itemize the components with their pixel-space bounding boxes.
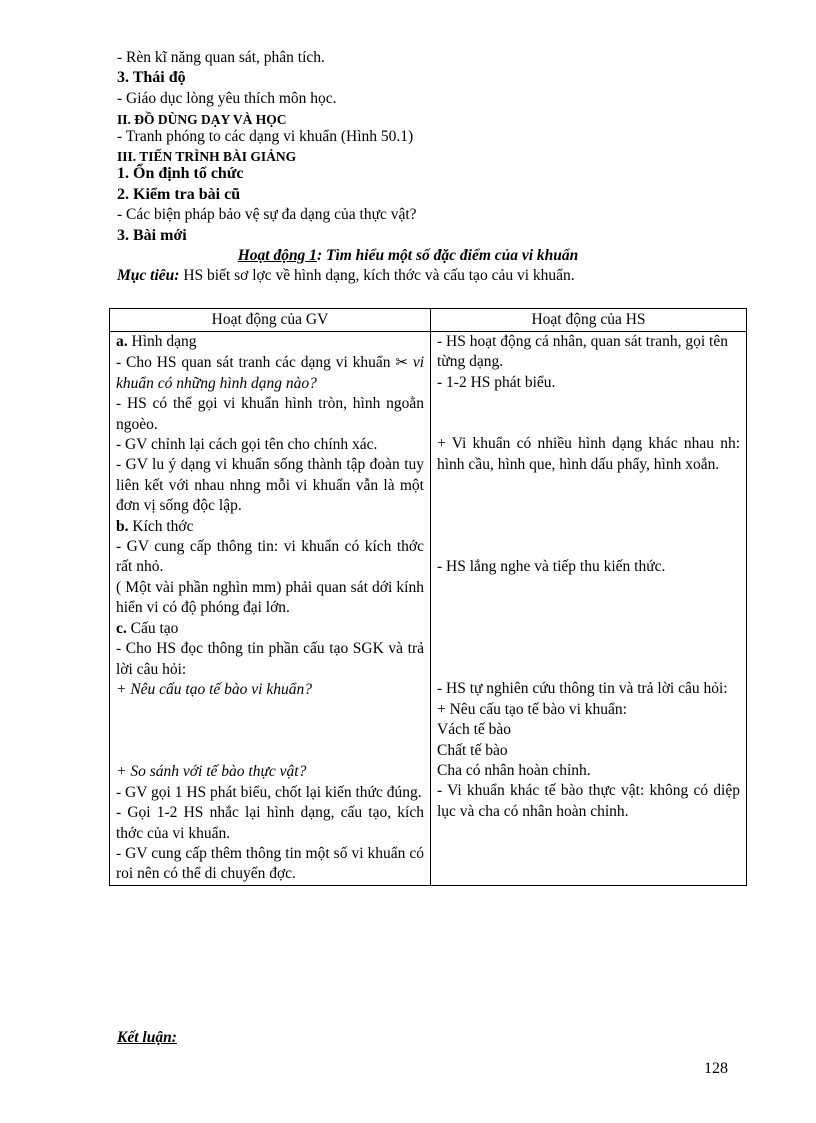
- gv-a-p2: - HS có thể gọi vi khuẩn hình tròn, hình ngoằn ngoèo.: [116, 395, 424, 433]
- header-gv: Hoạt động của GV: [110, 309, 431, 332]
- attitude-text: - Giáo dục lòng yêu thích môn học.: [117, 90, 337, 107]
- gv-a-title: Hình dạng: [127, 333, 197, 350]
- header-hs: Hoạt động của HS: [431, 309, 747, 332]
- objective-label: Mục tiêu:: [117, 267, 180, 284]
- gv-b-title: Kích thớc: [128, 517, 194, 535]
- hs-c-p3: Vách tế bào: [437, 721, 512, 739]
- objective-text: HS biết sơ lợc về hình dạng, kích thớc và cấu tạo cảu vi khuẩn.: [179, 267, 575, 284]
- gv-a-heading: [116, 332, 424, 352]
- gv-b-p2: ( Một vài phần nghìn mm) phải quan sát dới kính hiển vi có độ phóng đại lớn.: [116, 578, 424, 617]
- hs-c-p1: - HS tự nghiên cứu thông tin và trả lời câu hỏi:: [437, 680, 728, 698]
- hs-spacer-1: [437, 393, 740, 434]
- gv-spacer: [116, 700, 424, 762]
- gv-a-p3: - GV chỉnh lại cách gọi tên cho chính xác.: [116, 436, 378, 454]
- gv-c-label: c.: [116, 619, 127, 637]
- activity-title: [0, 247, 816, 265]
- hs-c-p5: Cha có nhân hoàn chỉnh.: [437, 762, 591, 780]
- gv-c-p3: - Gọi 1-2 HS nhắc lại hình dạng, cấu tạo, kích thớc của vi khuẩn.: [116, 804, 424, 842]
- objective-line: [117, 267, 575, 285]
- hs-spacer-3: [437, 577, 740, 679]
- skill-line: - Rèn kĩ năng quan sát, phân tích.: [117, 49, 325, 66]
- hs-a-p1: - HS hoạt động cá nhân, quan sát tranh, gọi tên từng dạng.: [437, 333, 728, 371]
- gv-a-p1-question: vi khuẩn có những hình dạng nào?: [116, 354, 425, 392]
- gv-column: [110, 332, 431, 886]
- gv-c-p4: - GV cung cấp thêm thông tin một số vi khuẩn có roi nên có thể di chuyển đợc.: [116, 844, 424, 883]
- hs-b-p1: - HS lắng nghe và tiếp thu kiến thức.: [437, 558, 666, 576]
- activity-label: Hoạt động 1: [237, 247, 317, 264]
- gv-c-title: Cấu tạo: [126, 619, 179, 637]
- gv-a-p4: - GV lu ý dạng vi khuẩn sống thành tập đoàn tuy liên kết với nhau nhng mỗi vi khuẩn vẫn là một đơn vị sống độc lập.: [116, 456, 424, 515]
- activity-table: [109, 308, 747, 886]
- gv-a-p1-pre: - Cho HS quan sát tranh các dạng vi khuẩn: [116, 354, 396, 372]
- conclusion-label: Kết luận:: [117, 1029, 177, 1046]
- hs-c-p6: - Vi khuẩn khác tế bào thực vật: không có diệp lục và cha có nhân hoàn chỉnh.: [437, 782, 740, 820]
- gv-c-p1: - Cho HS đọc thông tin phần cấu tạo SGK và trả lời câu hỏi:: [116, 640, 424, 678]
- gv-c-heading: [116, 619, 424, 639]
- process-heading: III. TIẾN TRÌNH BÀI GIẢNG: [117, 149, 297, 164]
- gv-b-heading: [116, 517, 424, 537]
- page-number: 128: [704, 1060, 728, 1077]
- gv-a-label: a.: [116, 333, 128, 350]
- check-text: - Các biện pháp bảo vệ sự đa dạng của thực vật?: [117, 206, 417, 223]
- equipment-text: - Tranh phóng to các dạng vi khuẩn (Hình 50.1): [117, 128, 414, 145]
- hs-a-p2: - 1-2 HS phát biểu.: [437, 373, 556, 391]
- scissors-icon: ✂: [395, 353, 408, 372]
- stabilize-heading: 1. Ổn định tổ chức: [117, 165, 244, 182]
- new-lesson-heading: 3. Bài mới: [117, 227, 187, 244]
- gv-a-p1: [116, 352, 424, 394]
- hs-column: [431, 332, 747, 886]
- gv-c-q1: + Nêu cấu tạo tế bào vi khuẩn?: [116, 680, 312, 698]
- hs-spacer-2: [437, 475, 740, 557]
- gv-c-p2: - GV gọi 1 HS phát biểu, chốt lại kiến thức đúng.: [116, 783, 422, 801]
- hs-c-p4: Chất tế bào: [437, 741, 508, 759]
- gv-b-p1: - GV cung cấp thông tin: vi khuẩn có kích thớc rất nhỏ.: [116, 538, 424, 576]
- equipment-heading: II. ĐỒ DÙNG DẠY VÀ HỌC: [117, 112, 287, 127]
- gv-c-q2: + So sánh với tế bào thực vật?: [116, 763, 307, 781]
- hs-c-p2: + Nêu cấu tạo tế bào vi khuẩn:: [437, 700, 627, 718]
- gv-b-label: b.: [116, 517, 129, 535]
- activity-title-text: : Tìm hiểu một số đặc điểm của vi khuẩn: [316, 247, 579, 264]
- attitude-heading: 3. Thái độ: [117, 69, 186, 86]
- hs-a-p3: + Vi khuẩn có nhiều hình dạng khác nhau nh: hình cầu, hình que, hình dấu phẩy, hình xoắn.: [437, 435, 740, 473]
- check-heading: 2. Kiểm tra bài cũ: [117, 186, 241, 203]
